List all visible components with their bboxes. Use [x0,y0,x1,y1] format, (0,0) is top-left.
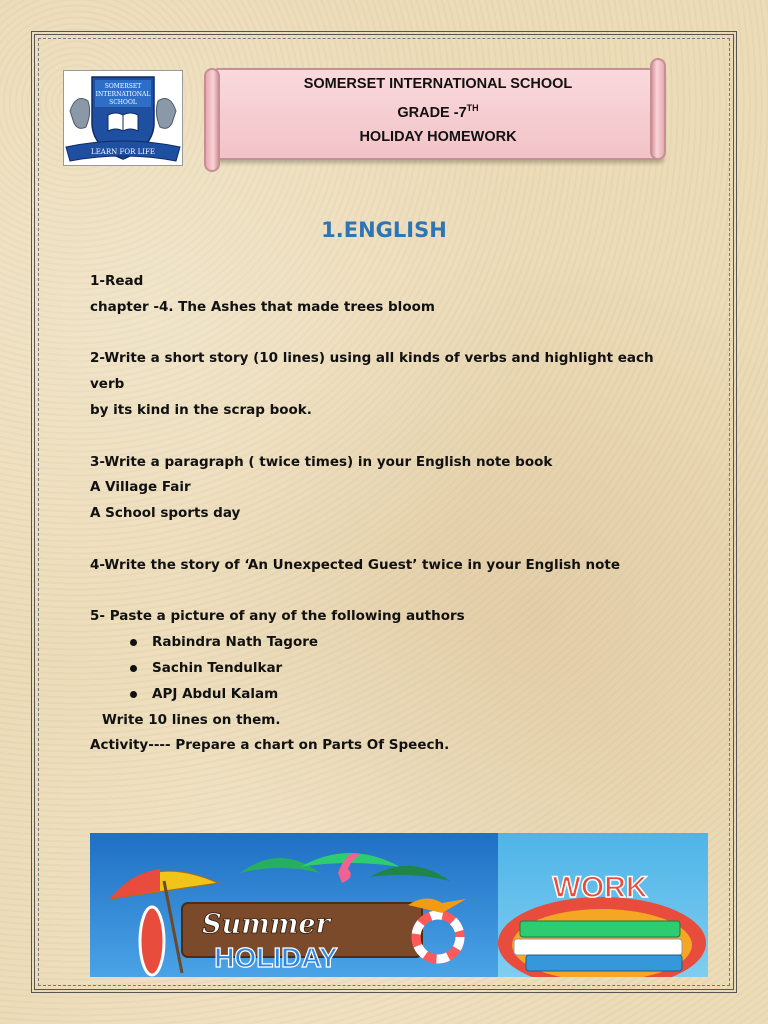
task-2-line-1: 2-Write a short story (10 lines) using all kinds of verbs and highlight each verb [90,350,654,393]
section-title: 1.ENGLISH [321,218,447,242]
list-item [90,630,690,656]
author-list [90,630,690,707]
task-5-line-2: Write 10 lines on them. [102,711,281,728]
task-3-line-3: A School sports day [90,505,241,522]
school-logo [63,70,183,166]
task-3-line-2: A Village Fair [90,479,191,496]
author-name: APJ Abdul Kalam [152,685,279,702]
homework-title: HOLIDAY HOMEWORK [359,128,517,145]
grade-superscript: TH [466,103,479,113]
banner-summer-text: Summer [202,909,330,940]
bullet-icon [130,691,137,698]
grade-text: GRADE -7 [397,104,467,121]
task-list [90,269,690,759]
summer-holiday-banner [90,833,708,977]
list-item [90,656,690,682]
grade-line [214,96,662,125]
header-scroll [204,58,666,176]
task-2-line-2: by its kind in the scrap book. [90,401,312,418]
task-1-line-2: chapter -4. The Ashes that made trees bloom [90,298,435,315]
bullet-icon [130,639,137,646]
task-3-line-1: 3-Write a paragraph ( twice times) in your English note book [90,453,553,470]
task-5: 5- Paste a picture of any of the following authors [90,608,465,625]
logo-text-line3: SCHOOL [109,99,137,106]
banner-work-text: WORK [552,871,648,904]
activity-line: Activity---- Prepare a chart on Parts Of Speech. [90,737,450,754]
logo-text-line1: SOMERSET [104,83,142,90]
school-name: SOMERSET INTERNATIONAL SCHOOL [303,76,573,92]
list-item [90,682,690,708]
task-1-line-1: 1-Read [90,273,144,289]
author-name: Sachin Tendulkar [152,659,283,676]
author-name: Rabindra Nath Tagore [152,634,319,651]
bullet-icon [130,665,137,672]
logo-text-line2: INTERNATIONAL [95,91,151,98]
banner-holiday-text: HOLIDAY [214,942,338,973]
logo-motto: LEARN FOR LIFE [91,148,155,156]
task-4: 4-Write the story of ‘An Unexpected Guest’ twice in your English note [90,556,621,573]
